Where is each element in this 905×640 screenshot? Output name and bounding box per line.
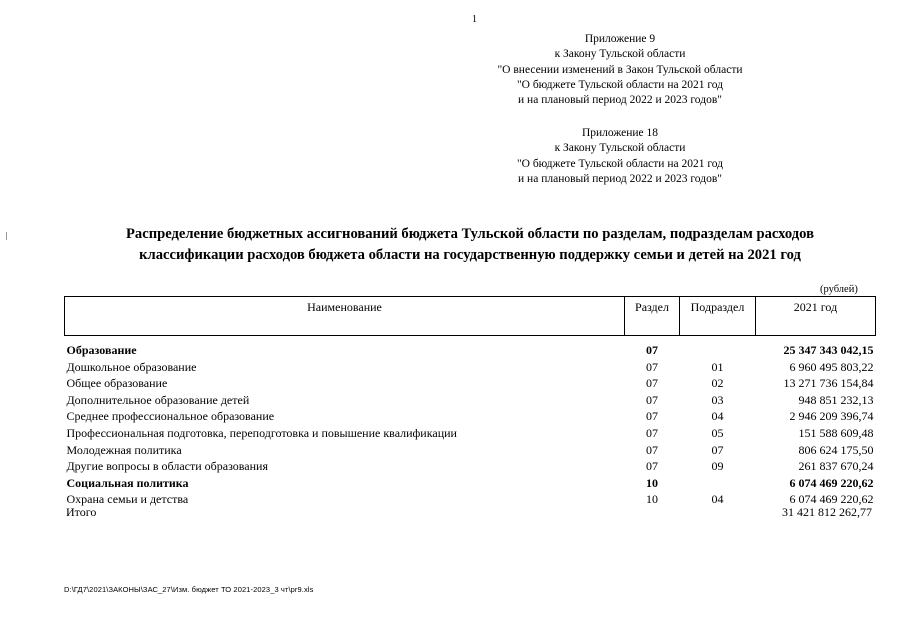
row-name: Профессиональная подготовка, переподготовка и повышение квалификации <box>66 425 457 440</box>
row-amount: 6 074 469 220,62 <box>789 492 874 507</box>
document-title <box>60 224 880 266</box>
row-name: Молодежная политика <box>66 442 182 457</box>
annex-18-line: "О бюджете Тульской области на 2021 год <box>516 157 724 170</box>
row-name: Другие вопросы в области образования <box>66 459 268 474</box>
total-label: Итого <box>66 505 97 519</box>
row-subsection <box>680 475 756 492</box>
row-subsection: 04 <box>711 409 724 424</box>
row-amount: 151 588 609,48 <box>798 425 874 440</box>
annex-18-block <box>470 126 770 187</box>
header-subsection: Подраздел <box>680 297 756 336</box>
row-section: 07 <box>646 359 658 374</box>
row-subsection <box>680 342 756 359</box>
row-subsection: 01 <box>711 359 724 374</box>
row-subsection: 04 <box>711 492 724 507</box>
row-name: Образование <box>66 343 137 357</box>
table-row <box>65 359 876 376</box>
footer-file-path: D:\ГД7\2021\ЗАКОНЫ\ЗАС_27\Изм. бюджет ТО 2021-2023_3 чт\pr9.xls <box>64 585 314 594</box>
annex-9-line: и на плановый период 2022 и 2023 годов" <box>518 94 722 107</box>
table-row <box>65 458 876 475</box>
total-amount: 31 421 812 262,77 <box>782 505 872 519</box>
document-title-line-1: Распределение бюджетных ассигнований бюджета Тульской области по разделам, подразделам расходов <box>126 226 814 242</box>
row-section: 07 <box>646 425 658 440</box>
annex-9-line: к Закону Тульской области <box>554 48 686 61</box>
row-section: 07 <box>646 376 658 391</box>
row-name: Социальная политика <box>66 475 189 490</box>
row-section: 07 <box>646 409 658 424</box>
row-amount: 948 851 232,13 <box>798 392 874 407</box>
header-section: Раздел <box>625 297 680 336</box>
row-name: Дошкольное образование <box>66 359 197 374</box>
row-name: Охрана семьи и детства <box>66 492 189 507</box>
header-name: Наименование <box>65 297 625 336</box>
row-section: 07 <box>646 442 658 457</box>
row-amount: 2 946 209 396,74 <box>789 409 874 424</box>
row-amount: 261 837 670,24 <box>798 459 874 474</box>
row-amount: 13 271 736 154,84 <box>783 376 874 391</box>
row-section: 10 <box>646 492 658 507</box>
page-number: 1 <box>472 14 477 25</box>
row-subsection: 03 <box>711 392 724 407</box>
row-amount: 806 624 175,50 <box>798 442 874 457</box>
table-row <box>65 475 876 492</box>
row-section: 07 <box>646 392 658 407</box>
table-row <box>65 491 876 508</box>
annex-9-line: Приложение 9 <box>584 33 656 45</box>
annex-18-line: к Закону Тульской области <box>554 142 686 155</box>
budget-table <box>64 296 876 508</box>
table-header-row <box>65 297 876 336</box>
table-row <box>65 442 876 459</box>
row-subsection: 05 <box>711 425 724 440</box>
table-row <box>65 425 876 442</box>
annex-9-line: "О внесении изменений в Закон Тульской области <box>497 63 743 76</box>
table-body <box>65 336 876 508</box>
row-name: Среднее профессиональное образование <box>66 409 275 424</box>
row-name: Общее образование <box>66 376 168 391</box>
annex-18-line: и на плановый период 2022 и 2023 годов" <box>518 172 722 185</box>
row-name: Дополнительное образование детей <box>66 392 250 407</box>
row-subsection: 09 <box>711 459 724 474</box>
row-subsection: 02 <box>711 376 724 391</box>
table-row <box>65 342 876 359</box>
row-amount: 6 960 495 803,22 <box>789 359 874 374</box>
header-amount: 2021 год <box>756 297 876 336</box>
annex-9-line: "О бюджете Тульской области на 2021 год <box>516 78 724 91</box>
margin-mark <box>6 232 7 240</box>
document-title-line-2: классификации расходов бюджета области на государственную поддержку семьи и детей на 2021 год <box>139 247 801 263</box>
annex-18-line: Приложение 18 <box>581 127 659 139</box>
row-section: 07 <box>646 343 658 357</box>
table-row <box>65 375 876 392</box>
row-amount: 6 074 469 220,62 <box>789 475 874 490</box>
annex-9-block <box>470 32 770 108</box>
table-row <box>65 392 876 409</box>
row-subsection: 07 <box>711 442 724 457</box>
row-section: 10 <box>646 475 658 490</box>
row-section: 07 <box>646 459 658 474</box>
units-label: (рублей) <box>820 284 858 295</box>
row-amount: 25 347 343 042,15 <box>783 343 874 357</box>
table-row <box>65 408 876 425</box>
